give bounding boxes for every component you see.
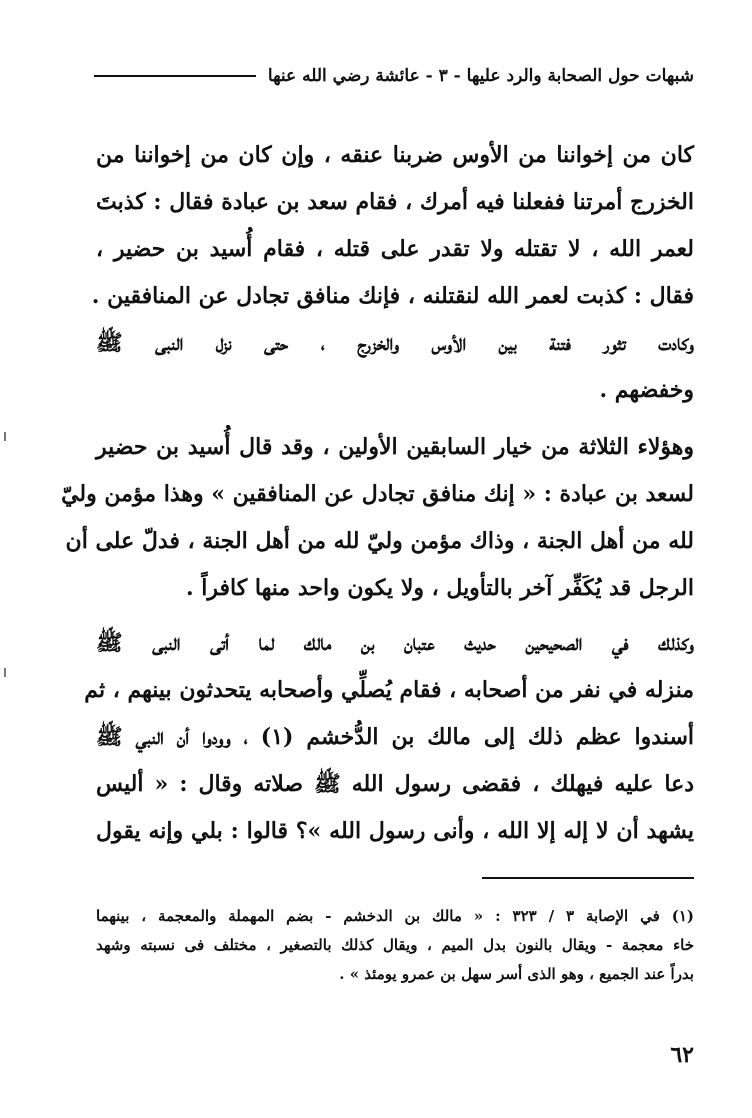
body-text bbox=[61, 132, 694, 855]
paragraph-gap bbox=[96, 414, 694, 424]
paragraph bbox=[84, 620, 694, 855]
text-line: الخزرج أمرتنا ففعلنا فيه أمرك ، فقام سعد بن عبادة فقال : كذبتَ bbox=[96, 189, 694, 215]
text-line: يشهد أن لا إله إلا الله ، وأنى رسول الله »؟ قالوا : بلي وإنه يقول bbox=[96, 818, 694, 844]
text-line: وكادت تثور فتنة بين الأوس والخزرج ، حتى نزل النبى ﷺ bbox=[96, 330, 694, 356]
text-line: لسعد بن عبادة : « إنك منافق تجادل عن المنافقين » وهذا مؤمن وليّ bbox=[61, 481, 694, 507]
running-header bbox=[94, 66, 694, 86]
text-line: لعمر الله ، لا تقتله ولا تقدر على قتله ، فقام أُسيد بن حضير ، bbox=[96, 236, 694, 262]
footnote-line: (١) في الإصابة ٣ / ٣٢٣ : « مالك بن الدخشم - بضم المهملة والمعجمة ، بينهما bbox=[96, 907, 694, 925]
page-number: ٦٢ bbox=[670, 1042, 694, 1068]
header-rule bbox=[94, 75, 256, 77]
text-line: كان من إخواننا من الأوس ضربنا عنقه ، وإن كان من إخواننا من bbox=[96, 142, 694, 168]
running-header-title: شبهات حول الصحابة والرد عليها - ٣ - عائشة رضي الله عنها bbox=[267, 66, 694, 86]
paragraph bbox=[91, 132, 694, 414]
margin-mark bbox=[4, 668, 6, 677]
text-line: وخفضهم . bbox=[599, 377, 694, 403]
margin-mark bbox=[4, 432, 6, 441]
footnote-line: بدراً عند الجميع ، وهو الذى أسر سهل بن عمرو يومئذ » . bbox=[339, 965, 694, 983]
text-line: دعا عليه فيهلك ، فقضى رسول الله ﷺ صلاته وقال : « أليس bbox=[96, 771, 694, 797]
text-line: الرجل قد يُكَفِّر آخر بالتأويل ، ولا يكون واحد منها كافراً . bbox=[185, 575, 694, 601]
footnote-rule bbox=[482, 877, 694, 879]
footnote-line: خاء معجمة - ويقال بالنون بدل الميم ، ويقال كذلك بالتصغير ، مختلف فى نسبته وشهد bbox=[96, 936, 694, 954]
text-line: منزله في نفر من أصحابه ، فقام يُصلِّي وأصحابه يتحدثون بينهم ، ثم bbox=[84, 677, 694, 703]
text-line: لله من أهل الجنة ، وذاك مؤمن وليّ لله من أهل الجنة ، فدلّ على أن bbox=[65, 528, 694, 554]
text-line: أسندوا عظم ذلك إلى مالك بن الدُّخشم (١) ، وودوا أن النبي ﷺ bbox=[96, 724, 694, 750]
paragraph-gap bbox=[96, 612, 694, 620]
text-line: وكذلك في الصحيحين حديث عتبان بن مالك لما أتى النبى ﷺ bbox=[96, 630, 694, 656]
text-line: وهؤلاء الثلاثة من خيار السابقين الأولين ، وقد قال أُسيد بن حضير bbox=[96, 434, 694, 460]
paragraph bbox=[61, 424, 694, 612]
text-line: فقال : كذبت لعمر الله لنقتلنه ، فإنك منافق تجادل عن المنافقين . bbox=[91, 283, 694, 309]
footnote bbox=[96, 902, 694, 989]
